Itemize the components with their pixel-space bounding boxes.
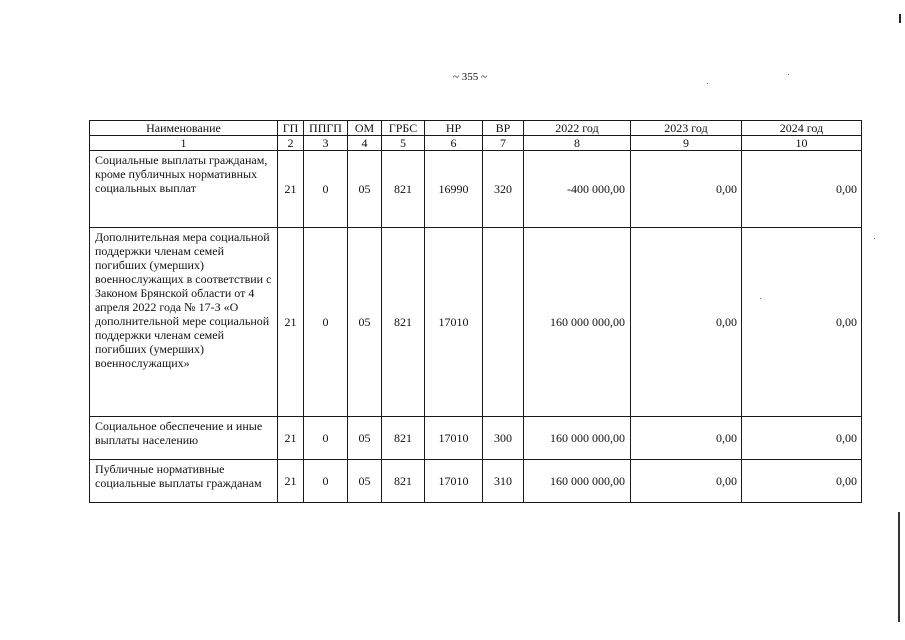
cell-vr: 300 — [483, 417, 524, 460]
scan-mark — [899, 14, 901, 23]
header-om: ОМ — [348, 121, 382, 136]
cell-2024: 0,00 — [742, 151, 862, 228]
table-row — [90, 417, 862, 460]
column-number: 10 — [742, 136, 862, 151]
column-number: 3 — [304, 136, 348, 151]
column-number: 9 — [631, 136, 742, 151]
cell-grbs: 821 — [382, 460, 425, 503]
header-gp: ГП — [278, 121, 304, 136]
column-number: 1 — [90, 136, 278, 151]
cell-gp: 21 — [278, 151, 304, 228]
row-name: Социальное обеспечение и иные выплаты населению — [90, 417, 278, 460]
budget-table — [89, 120, 862, 503]
column-number: 8 — [524, 136, 631, 151]
cell-2024: 0,00 — [742, 228, 862, 417]
table-row — [90, 151, 862, 228]
header-2023: 2023 год — [631, 121, 742, 136]
table-row — [90, 460, 862, 503]
cell-gp: 21 — [278, 417, 304, 460]
cell-ppgp: 0 — [304, 151, 348, 228]
header-ppgp: ППГП — [304, 121, 348, 136]
cell-grbs: 821 — [382, 417, 425, 460]
header-2022: 2022 год — [524, 121, 631, 136]
column-number: 7 — [483, 136, 524, 151]
header-grbs: ГРБС — [382, 121, 425, 136]
cell-2024: 0,00 — [742, 460, 862, 503]
table-row — [90, 228, 862, 417]
cell-ppgp: 0 — [304, 417, 348, 460]
cell-om: 05 — [348, 151, 382, 228]
row-name: Социальные выплаты гражданам, кроме публичных нормативных социальных выплат — [90, 151, 278, 228]
page-number: ~ 355 ~ — [453, 71, 487, 83]
column-number-row — [90, 136, 862, 151]
cell-2023: 0,00 — [631, 417, 742, 460]
cell-2023: 0,00 — [631, 228, 742, 417]
scan-speck — [760, 298, 761, 299]
cell-2022: 160 000 000,00 — [524, 228, 631, 417]
column-number: 5 — [382, 136, 425, 151]
cell-vr: 310 — [483, 460, 524, 503]
cell-nr: 17010 — [425, 417, 483, 460]
column-number: 4 — [348, 136, 382, 151]
scan-edge-line — [898, 512, 900, 622]
cell-grbs: 821 — [382, 228, 425, 417]
header-2024: 2024 год — [742, 121, 862, 136]
cell-nr: 16990 — [425, 151, 483, 228]
column-number: 6 — [425, 136, 483, 151]
row-name: Публичные нормативные социальные выплаты гражданам — [90, 460, 278, 503]
cell-grbs: 821 — [382, 151, 425, 228]
scan-speck — [707, 83, 708, 84]
scan-speck — [874, 238, 875, 239]
header-row — [90, 121, 862, 136]
header-vr: ВР — [483, 121, 524, 136]
cell-nr: 17010 — [425, 228, 483, 417]
row-name: Дополнительная мера социальной поддержки членам семей погибших (умерших) военнослужащих в соответствии с Законом Брянской области от 4 апреля 2022 года № 17-З «О дополнительной мере социальной поддержки членам семей погибших (умерших) военнослужащих» — [90, 228, 278, 417]
cell-2022: 160 000 000,00 — [524, 417, 631, 460]
scan-speck — [788, 74, 789, 75]
cell-nr: 17010 — [425, 460, 483, 503]
cell-ppgp: 0 — [304, 460, 348, 503]
cell-2023: 0,00 — [631, 460, 742, 503]
cell-om: 05 — [348, 228, 382, 417]
cell-vr: 320 — [483, 151, 524, 228]
cell-ppgp: 0 — [304, 228, 348, 417]
cell-vr — [483, 228, 524, 417]
cell-gp: 21 — [278, 460, 304, 503]
column-number: 2 — [278, 136, 304, 151]
cell-om: 05 — [348, 460, 382, 503]
cell-2022: 160 000 000,00 — [524, 460, 631, 503]
cell-gp: 21 — [278, 228, 304, 417]
cell-2022: -400 000,00 — [524, 151, 631, 228]
header-nr: НР — [425, 121, 483, 136]
cell-om: 05 — [348, 417, 382, 460]
header-name: Наименование — [90, 121, 278, 136]
cell-2023: 0,00 — [631, 151, 742, 228]
cell-2024: 0,00 — [742, 417, 862, 460]
